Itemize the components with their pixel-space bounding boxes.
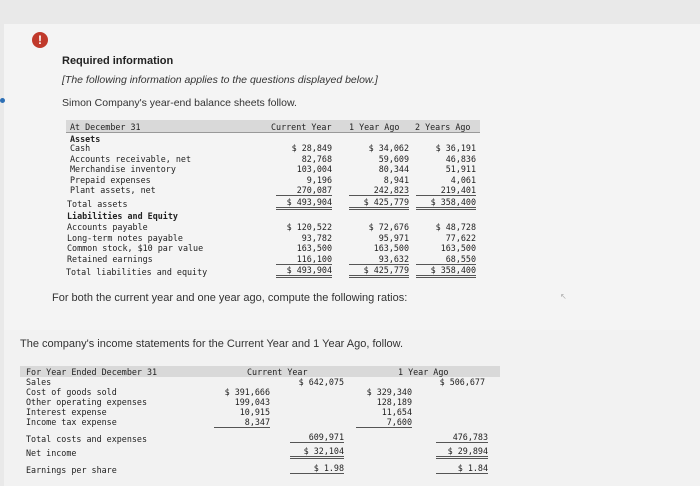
net-income-label: Net income	[26, 448, 77, 458]
liability-row-1yr: 93,632	[349, 254, 409, 265]
asset-row-label: Merchandise inventory	[70, 164, 176, 174]
asset-row-2yr: 51,911	[445, 164, 476, 174]
asset-row-2yr: 4,061	[450, 174, 476, 185]
total-assets-current: $ 493,904	[276, 197, 332, 210]
total-assets-1yr: $ 425,779	[349, 197, 409, 210]
total-liab-current: $ 493,904	[276, 265, 332, 278]
asset-row-current: $ 28,849	[291, 143, 332, 153]
asset-row-2yr: 46,836	[445, 153, 476, 164]
total-assets-label: Total assets	[67, 199, 128, 209]
is-col-label: For Year Ended December 31	[26, 367, 158, 377]
asset-row-label: Accounts receivable, net	[70, 153, 192, 164]
expense-row-1yr: 11,654	[381, 407, 412, 417]
applies-note: [The following information applies to the questions displayed below.]	[62, 74, 378, 86]
total-liab-1yr: $ 425,779	[349, 265, 409, 278]
liability-row-1yr: 95,971	[378, 232, 409, 243]
expense-row-current: $ 391,666	[224, 387, 270, 397]
asset-row-1yr: $ 34,062	[368, 143, 409, 153]
expense-row-current: 8,347	[214, 417, 270, 428]
asset-row-label: Prepaid expenses	[70, 174, 151, 185]
liability-row-2yr: 77,622	[445, 232, 476, 243]
asset-row-2yr: 219,401	[416, 185, 476, 196]
bs-col-label: At December 31	[70, 122, 141, 132]
net-income-1yr: $ 29,894	[436, 446, 488, 459]
total-assets-2yr: $ 358,400	[416, 197, 476, 210]
liability-row-current: 93,782	[301, 232, 332, 243]
expense-row-label: Other operating expenses	[26, 397, 148, 407]
liability-row-label: Accounts payable	[67, 222, 148, 232]
sales-1yr: $ 506,677	[439, 377, 485, 387]
liabilities-heading: Liabilities and Equity	[67, 211, 178, 221]
asset-row-current: 103,004	[296, 164, 332, 174]
total-costs-current: 609,971	[290, 432, 344, 443]
asset-row-1yr: 80,344	[378, 164, 409, 174]
is-col-current: Current Year	[247, 367, 308, 377]
liability-row-1yr: $ 72,676	[368, 222, 409, 232]
asset-row-1yr: 242,823	[349, 185, 409, 196]
required-information-title: Required information	[62, 55, 174, 67]
bs-col-2yr: 2 Years Ago	[415, 122, 471, 132]
expense-row-1yr: 7,600	[356, 417, 412, 428]
asset-row-current: 270,087	[276, 185, 332, 196]
eps-current: $ 1.98	[290, 463, 344, 474]
bs-col-1yr: 1 Year Ago	[349, 122, 400, 132]
expense-row-label: Interest expense	[26, 407, 107, 417]
liability-row-current: $ 120,522	[286, 222, 332, 232]
income-statement-card	[4, 330, 700, 486]
expense-row-current: 10,915	[239, 407, 270, 417]
alert-icon: !	[32, 32, 48, 48]
asset-row-2yr: $ 36,191	[435, 143, 476, 153]
income-statement-intro: The company's income statements for the Current Year and 1 Year Ago, follow.	[20, 338, 404, 350]
asset-row-1yr: 8,941	[383, 174, 409, 185]
asset-row-current: 82,768	[301, 153, 332, 164]
asset-row-1yr: 59,609	[378, 153, 409, 164]
net-income-current: $ 32,104	[290, 446, 344, 459]
liability-row-2yr: 163,500	[440, 243, 476, 253]
eps-label: Earnings per share	[26, 465, 117, 475]
expense-row-current: 199,043	[234, 397, 270, 407]
liability-row-current: 116,100	[276, 254, 332, 265]
liability-row-current: 163,500	[296, 243, 332, 253]
expense-row-1yr: 128,189	[376, 397, 412, 407]
total-liab-label: Total liabilities and equity	[66, 267, 208, 277]
expense-row-label: Income tax expense	[26, 417, 117, 427]
expense-row-1yr: $ 329,340	[366, 387, 412, 397]
expense-row-label: Cost of goods sold	[26, 387, 117, 397]
liability-row-label: Common stock, $10 par value	[67, 243, 204, 253]
liability-row-label: Long-term notes payable	[67, 232, 183, 243]
cursor-mark: ↖	[560, 292, 567, 301]
total-costs-label: Total costs and expenses	[26, 434, 148, 444]
total-costs-1yr: 476,783	[436, 432, 488, 443]
liability-row-label: Retained earnings	[67, 253, 153, 264]
total-liab-2yr: $ 358,400	[416, 265, 476, 278]
asset-row-current: 9,196	[306, 174, 332, 185]
bs-col-current: Current Year	[271, 122, 332, 132]
liability-row-2yr: 68,550	[416, 254, 476, 265]
asset-row-label: Plant assets, net	[70, 185, 156, 195]
sales-current: $ 642,075	[298, 377, 344, 387]
liability-row-1yr: 163,500	[373, 243, 409, 253]
ratios-prompt: For both the current year and one year ago, compute the following ratios:	[52, 292, 408, 304]
sales-label: Sales	[26, 377, 52, 387]
asset-row-label: Cash	[70, 143, 91, 153]
is-col-1yr: 1 Year Ago	[398, 367, 449, 377]
liability-row-2yr: $ 48,728	[435, 222, 476, 232]
assets-heading: Assets	[70, 134, 101, 144]
side-indicator-dot	[0, 98, 5, 103]
balance-sheet-description: Simon Company's year-end balance sheets follow.	[62, 97, 297, 109]
eps-1yr: $ 1.84	[436, 463, 488, 474]
